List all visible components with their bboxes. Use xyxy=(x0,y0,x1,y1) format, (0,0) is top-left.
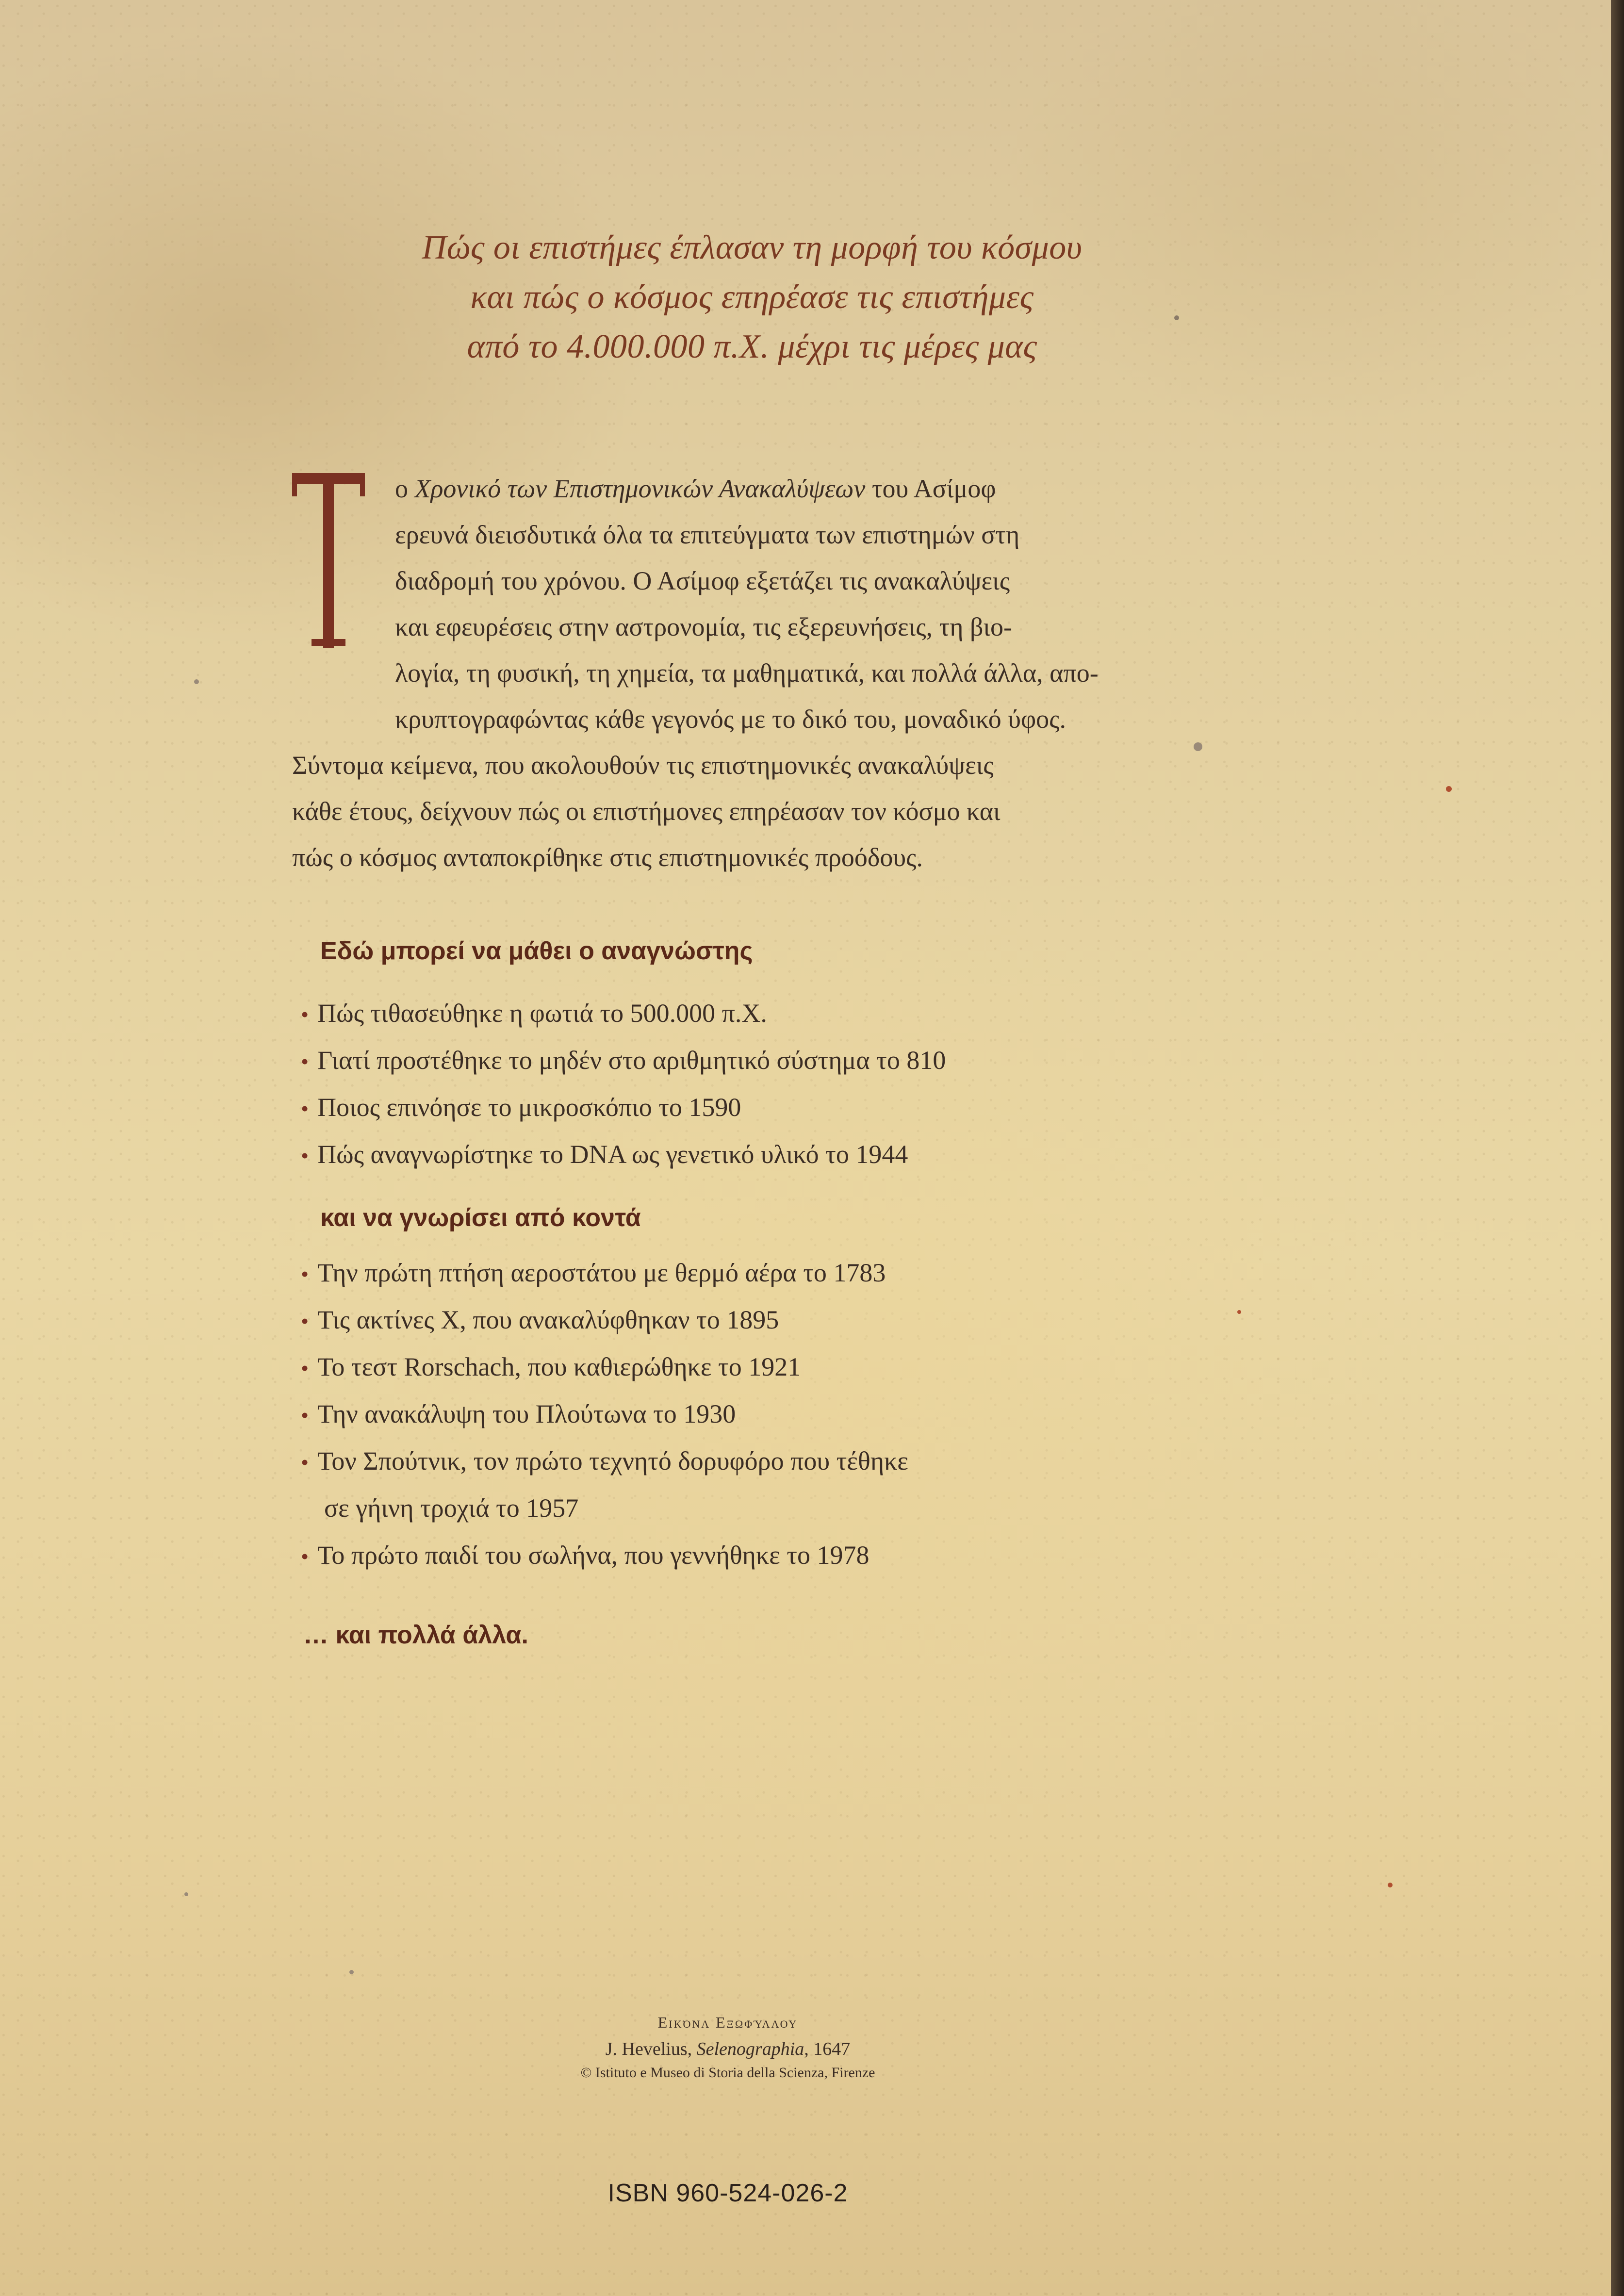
credits-caption: Εικόνα Εξωφύλλου xyxy=(657,2014,798,2031)
section-heading: και να γνωρίσει από κοντά xyxy=(320,1204,641,1232)
cover-credits xyxy=(461,2014,995,2081)
tagline-line: Πώς οι επιστήμες έπλασαν τη μορφή του κόσμου xyxy=(422,229,1083,266)
paper-speck xyxy=(184,1892,188,1896)
credits-copyright: © Istituto e Museo di Storia della Scienza, Firenze xyxy=(580,2065,875,2081)
bullet-icon: • xyxy=(301,1262,309,1286)
paper-speck xyxy=(194,679,199,684)
bullet-icon: • xyxy=(301,1544,309,1569)
tagline xyxy=(291,223,1213,372)
intro-line: πώς ο κόσμος ανταποκρίθηκε στις επιστημονικές προόδους. xyxy=(292,843,923,872)
bullet-icon: • xyxy=(301,1450,309,1475)
bullet-icon: • xyxy=(301,1356,309,1380)
tagline-line: από το 4.000.000 π.Χ. μέχρι τις μέρες μας xyxy=(467,328,1037,365)
list-item-continuation: σε γήινη τροχιά το 1957 xyxy=(324,1493,579,1523)
bullet-icon: • xyxy=(301,1403,309,1427)
paper-speck xyxy=(1237,1310,1241,1314)
bullet-icon: • xyxy=(301,1002,309,1027)
list-item: • Πώς τιθασεύθηκε η φωτιά το 500.000 π.Χ. xyxy=(301,999,767,1028)
intro-line: διαδρομή του χρόνου. Ο Ασίμοφ εξετάζει τις ανακαλύψεις xyxy=(395,566,1010,595)
closing-text: … και πολλά άλλα. xyxy=(303,1621,528,1649)
intro-paragraph xyxy=(292,466,1209,881)
paper-speck xyxy=(1174,315,1179,320)
list-item: • Τον Σπούτνικ, τον πρώτο τεχνητό δορυφόρο που τέθηκε xyxy=(301,1446,908,1476)
intro-line: λογία, τη φυσική, τη χημεία, τα μαθηματικά, και πολλά άλλα, απο- xyxy=(395,658,1099,688)
intro-line: και εφευρέσεις στην αστρονομία, τις εξερευνήσεις, τη βιο- xyxy=(395,612,1013,641)
book-edge xyxy=(1611,0,1624,2296)
list-item: • Γιατί προστέθηκε το μηδέν στο αριθμητικό σύστημα το 810 xyxy=(301,1046,946,1075)
bullet-icon: • xyxy=(301,1049,309,1074)
intro-line: ο Χρονικό των Επιστημονικών Ανακαλύψεων του Ασίμοφ xyxy=(395,474,996,503)
intro-line: κάθε έτους, δείχνουν πώς οι επιστήμονες επηρέασαν τον κόσμο και xyxy=(292,797,1001,826)
paper-speck xyxy=(1194,742,1202,751)
list-item: • Το τεστ Rorschach, που καθιερώθηκε το 1921 xyxy=(301,1352,801,1381)
section-heading: Εδώ μπορεί να μάθει ο αναγνώστης xyxy=(320,937,753,965)
list-item: • Ποιος επινόησε το μικροσκόπιο το 1590 xyxy=(301,1093,741,1122)
paper-speck xyxy=(1446,786,1452,792)
list-item: • Πώς αναγνωρίστηκε το DNA ως γενετικό υλικό το 1944 xyxy=(301,1140,908,1169)
intro-line: Σύντομα κείμενα, που ακολουθούν τις επιστημονικές ανακαλύψεις xyxy=(292,751,994,780)
isbn-label: ISBN 960-524-026-2 xyxy=(607,2179,848,2207)
paper-speck xyxy=(1388,1883,1393,1887)
list-item: • Την ανακάλυψη του Πλούτωνα το 1930 xyxy=(301,1399,736,1428)
bullet-list xyxy=(301,990,1223,1178)
intro-line: κρυπτογραφώντας κάθε γεγονός με το δικό του, μοναδικό ύφος. xyxy=(395,705,1066,734)
bullet-icon: • xyxy=(301,1096,309,1121)
list-item: • Την πρώτη πτήση αεροστάτου με θερμό αέρα το 1783 xyxy=(301,1258,886,1287)
list-item: • Το πρώτο παιδί του σωλήνα, που γεννήθηκε το 1978 xyxy=(301,1541,869,1570)
bullet-icon: • xyxy=(301,1143,309,1168)
book-title: Χρονικό των Επιστημονικών Ανακαλύψεων xyxy=(414,474,866,503)
paper-speck xyxy=(349,1970,354,1974)
bullet-icon: • xyxy=(301,1309,309,1333)
list-item: • Τις ακτίνες Χ, που ανακαλύφθηκαν το 1895 xyxy=(301,1305,779,1334)
tagline-line: και πώς ο κόσμος επηρέασε τις επιστήμες xyxy=(470,279,1034,316)
credits-source: J. Hevelius, Selenographia, 1647 xyxy=(605,2039,851,2059)
intro-line: ερευνά διεισδυτικά όλα τα επιτεύγματα των επιστημών στη xyxy=(395,520,1020,549)
bullet-list xyxy=(301,1249,1223,1579)
